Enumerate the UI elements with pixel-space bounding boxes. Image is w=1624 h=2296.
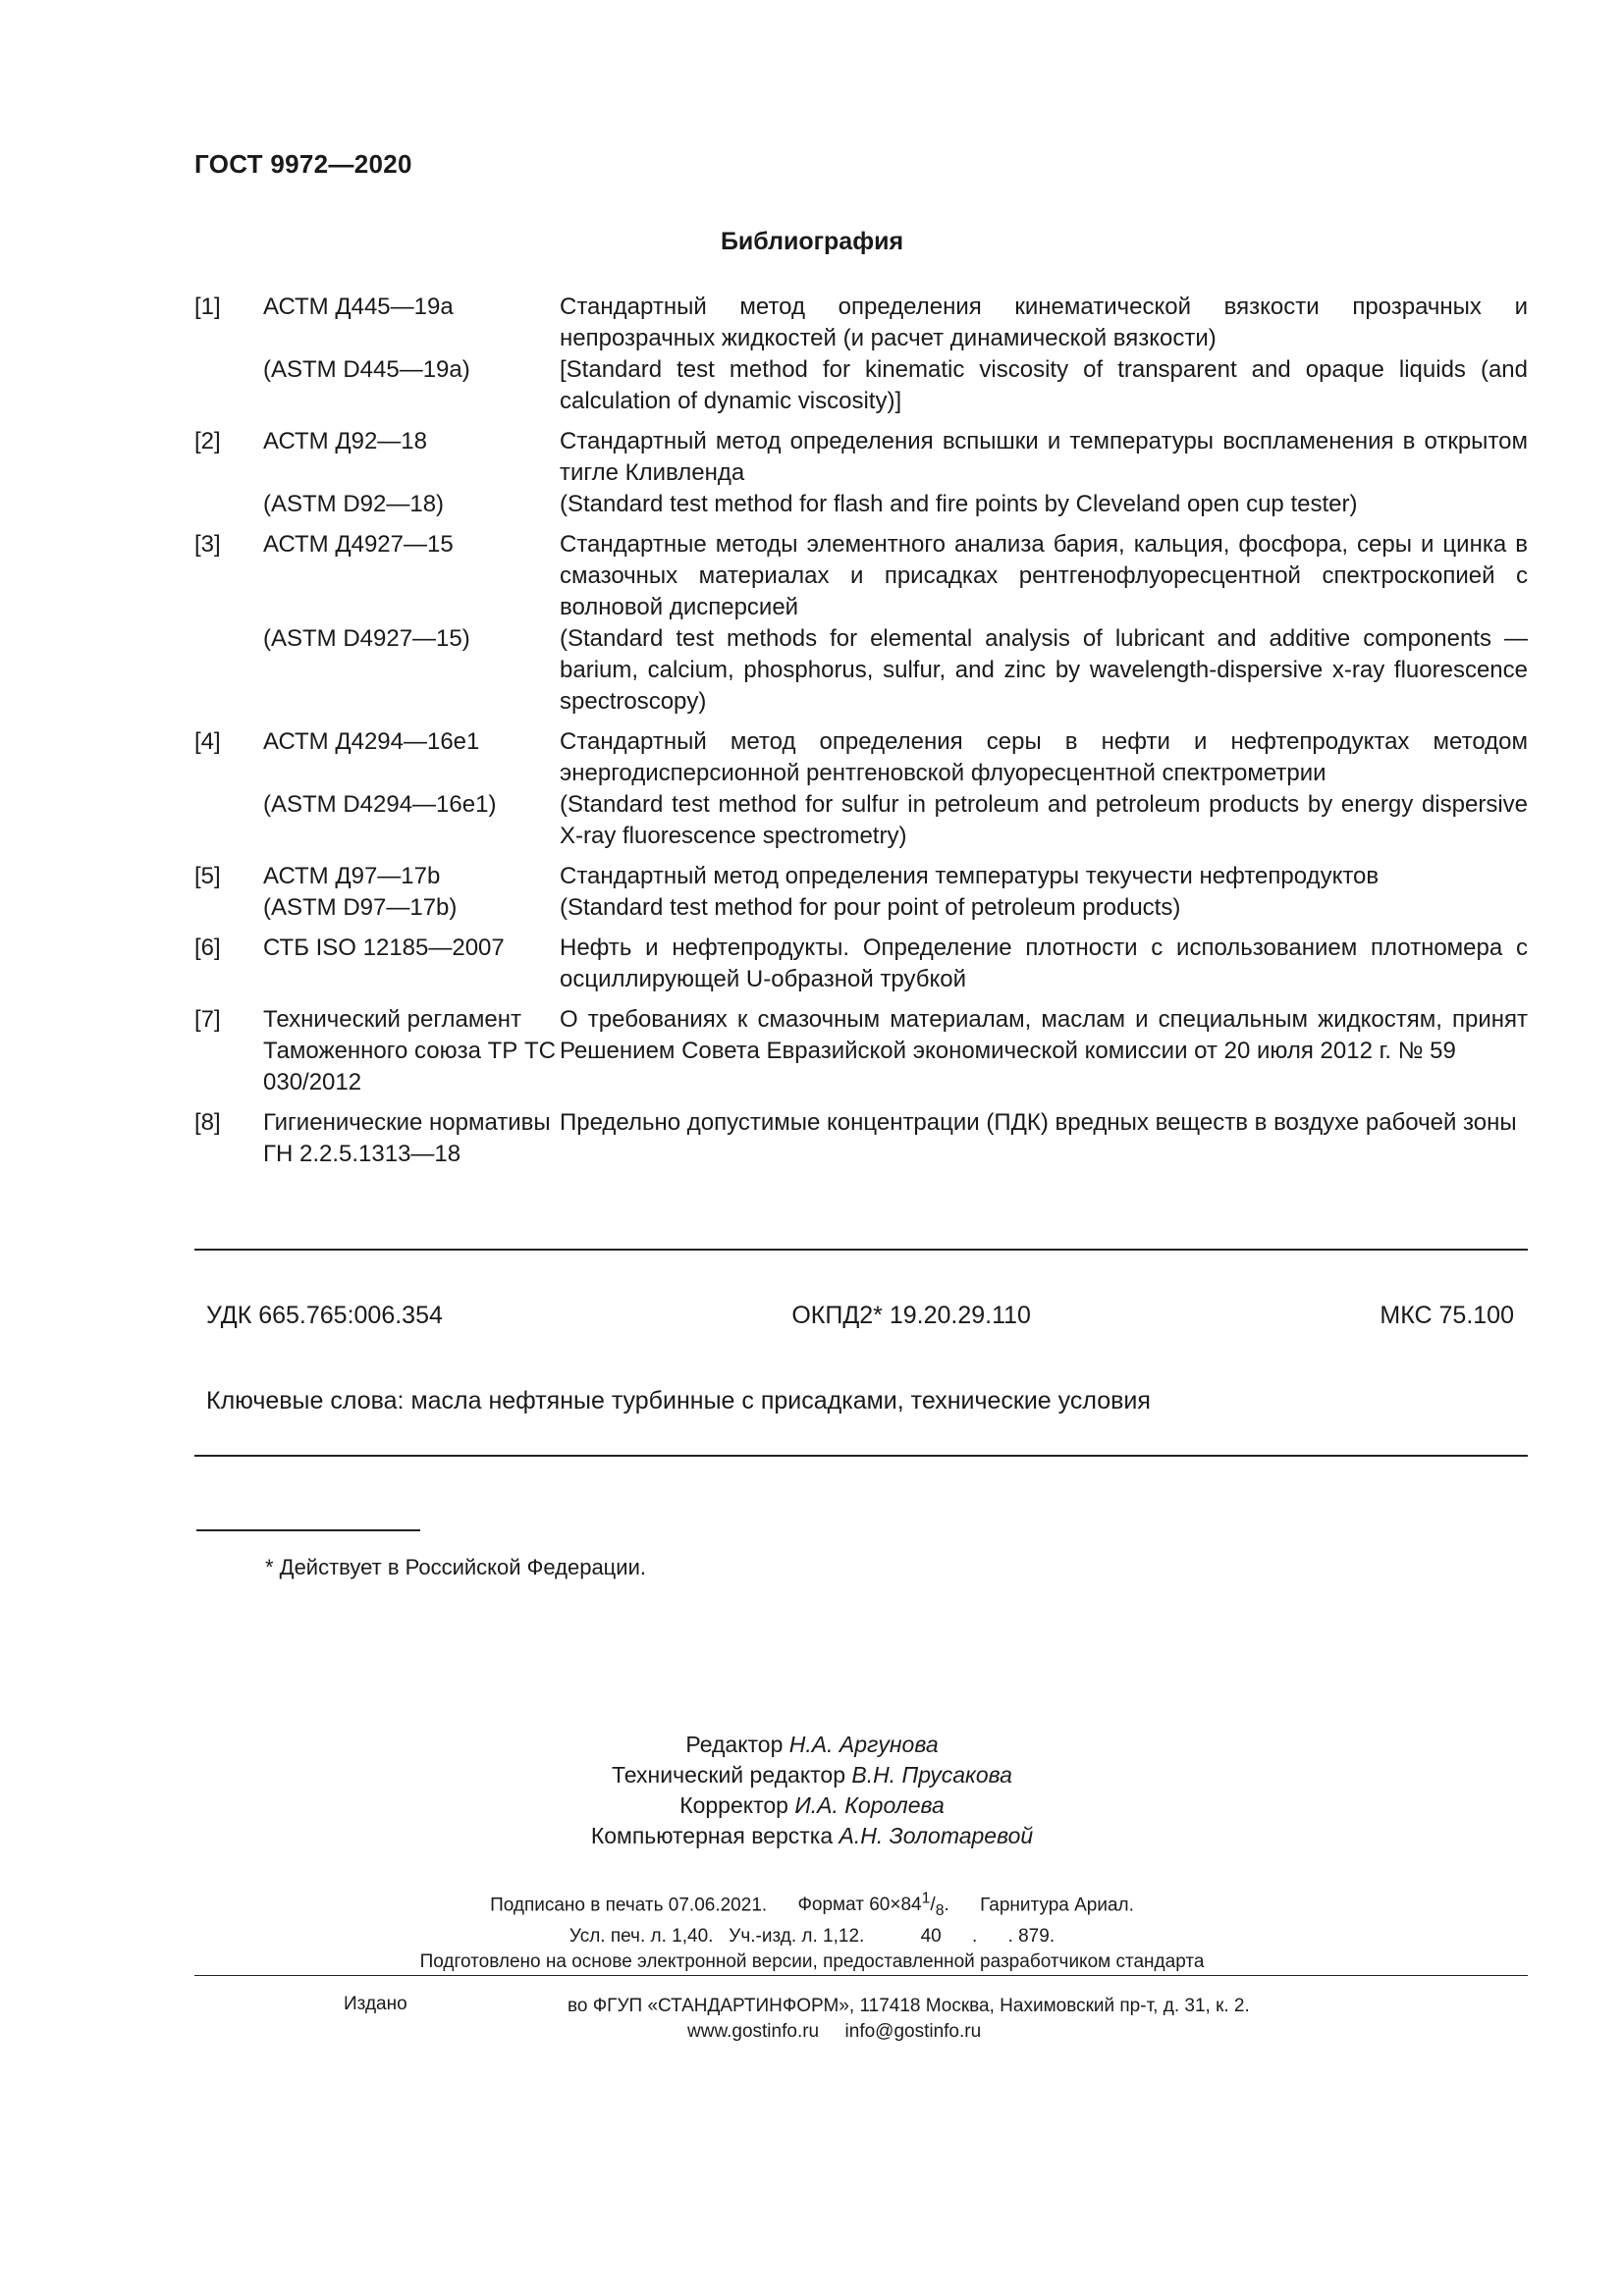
typeface: Гарнитура Ариал.: [980, 1895, 1134, 1916]
publisher-website[interactable]: www.gostinfo.ru: [687, 2021, 820, 2042]
entry-reference-english: (ASTM D97—17b): [263, 894, 458, 921]
footnote: * Действует в Российской Федерации.: [265, 1555, 646, 1579]
divider-imprint: [194, 1975, 1528, 1976]
tech-editor-label: Технический редактор: [612, 1762, 846, 1788]
bibliography-list: [194, 292, 1528, 1179]
tech-editor-name: В.Н. Прусакова: [851, 1762, 1012, 1788]
entry-description-english: (Standard test method for pour point of petroleum products): [560, 894, 1181, 921]
publisher-address: во ФГУП «СТАНДАРТИНФОРМ», 117418 Москва, Нахимовский пр-т, д. 31, к. 2.: [568, 1996, 1250, 2016]
corrector-label: Корректор: [679, 1792, 788, 1818]
bibliography-entry: [194, 726, 1528, 852]
bibliography-entry: [194, 1107, 1528, 1170]
entry-description: Стандартный метод определения кинематической вязкости прозрачных и непрозрачных жидкостей (и расчет динамической вязкости): [560, 294, 1528, 351]
entry-description-english: (Standard test method for sulfur in petroleum and petroleum products by energy dispersive X-ray fluorescence spectrometry): [560, 791, 1528, 849]
divider-top: [194, 1249, 1528, 1251]
order-number: . 879.: [1007, 1926, 1056, 1948]
entry-reference: АСТМ Д4294—16е1: [263, 728, 480, 755]
entry-number: [5]: [194, 863, 221, 889]
layout-name: А.Н. Золотаревой: [839, 1823, 1034, 1848]
entry-number: [1]: [194, 294, 221, 320]
entry-reference: Гигиенические нормативы ГН 2.2.5.1313—18: [263, 1109, 551, 1167]
editor-label: Редактор: [685, 1732, 784, 1757]
bibliography-entry: [194, 529, 1528, 718]
entry-description-english: (Standard test method for flash and fire points by Cleveland open cup tester): [560, 491, 1358, 517]
entry-reference-english: (ASTM D4294—16e1): [263, 791, 497, 818]
credits: [0, 1730, 1624, 1851]
prepared-note: Подготовлено на основе электронной версии, предоставленной разработчиком стандарта: [419, 1951, 1205, 1973]
signed-date: Подписано в печать 07.06.2021.: [490, 1895, 768, 1916]
entry-description: Нефть и нефтепродукты. Определение плотности с использованием плотномера с осциллирующей U-образной трубкой: [560, 934, 1528, 992]
bibliography-entry: [194, 933, 1528, 995]
imprint: [0, 1887, 1624, 1975]
okpd-code: ОКПД2* 19.20.29.110: [791, 1302, 1031, 1329]
entry-reference: Технический регламент Таможенного союза ТР ТС 030/2012: [263, 1006, 556, 1095]
keywords: Ключевые слова: масла нефтяные турбинные с присадками, технические условия: [206, 1387, 1151, 1415]
copies: 40: [920, 1926, 942, 1948]
entry-description: Стандартные методы элементного анализа бария, кальция, фосфора, серы и цинка в смазочных материалах и присадках рентгенофлуоресцентной спектроскопией с волновой дисперсией: [560, 531, 1528, 620]
document-id: ГОСТ 9972—2020: [194, 149, 412, 179]
bibliography-entry: [194, 292, 1528, 417]
separator-dot: .: [972, 1926, 978, 1948]
entry-number: [8]: [194, 1109, 221, 1136]
entry-description: Стандартный метод определения температуры текучести нефтепродуктов: [560, 863, 1380, 889]
entry-reference-english: (ASTM D445—19а): [263, 356, 470, 383]
entry-reference-english: (ASTM D4927—15): [263, 625, 470, 652]
entry-reference-english: (ASTM D92—18): [263, 491, 445, 517]
entry-reference: АСТМ Д445—19а: [263, 294, 454, 320]
publisher-email[interactable]: info@gostinfo.ru: [844, 2021, 982, 2042]
paper-format: Формат $60\times 84^1/_8$.: [797, 1891, 949, 1920]
bibliography-entry: [194, 861, 1528, 924]
entry-description: О требованиях к смазочным материалам, маслам и специальным жидкостям, принят Решением Совета Евразийской экономической комиссии от 20 июля 2012 г. № 59: [560, 1006, 1528, 1064]
entry-description: Стандартный метод определения серы в нефти и нефтепродуктах методом энергодисперсионной рентгеновской флуоресцентной спектрометрии: [560, 728, 1528, 786]
entry-number: [7]: [194, 1006, 221, 1033]
divider-bottom: [194, 1455, 1528, 1457]
entry-number: [6]: [194, 934, 221, 961]
layout-label: Компьютерная верстка: [590, 1823, 834, 1848]
print-sheets: Усл. печ. л. 1,40.: [568, 1926, 714, 1948]
bibliography-entry: [194, 1004, 1528, 1098]
entry-reference: АСТМ Д92—18: [263, 428, 427, 454]
entry-number: [2]: [194, 428, 221, 454]
mks-code: МКС 75.100: [1380, 1302, 1514, 1329]
bibliography-entry: [194, 426, 1528, 520]
publishing-sheets: Уч.-изд. л. 1,12.: [729, 1926, 865, 1948]
entry-reference: СТБ ISO 12185—2007: [263, 934, 505, 961]
editor-name: Н.А. Аргунова: [788, 1732, 939, 1757]
footnote-rule: [196, 1529, 420, 1531]
entry-reference: АСТМ Д4927—15: [263, 531, 454, 558]
entry-reference: АСТМ Д97—17b: [263, 863, 441, 889]
entry-description: Предельно допустимые концентрации (ПДК) вредных веществ в воздухе рабочей зоны: [560, 1109, 1517, 1136]
udk-code: УДК 665.765:006.354: [206, 1302, 443, 1329]
publisher-label: Издано: [344, 1994, 407, 2014]
bibliography-title: Библиография: [720, 228, 904, 255]
entry-description-english: (Standard test methods for elemental analysis of lubricant and additive components — barium, calcium, phosphorus, sulfur, and zinc by wavelength-dispersive x-ray fluorescence spectroscopy): [560, 625, 1528, 715]
publisher-info: [568, 1994, 1382, 2045]
classification-codes: [206, 1302, 1514, 1330]
entry-number: [4]: [194, 728, 221, 755]
entry-number: [3]: [194, 531, 221, 558]
entry-description-english: [Standard test method for kinematic viscosity of transparent and opaque liquids (and calculation of dynamic viscosity)]: [560, 356, 1528, 414]
corrector-name: И.А. Королева: [794, 1792, 945, 1818]
entry-description: Стандартный метод определения вспышки и температуры воспламенения в открытом тигле Кливленда: [560, 428, 1528, 486]
